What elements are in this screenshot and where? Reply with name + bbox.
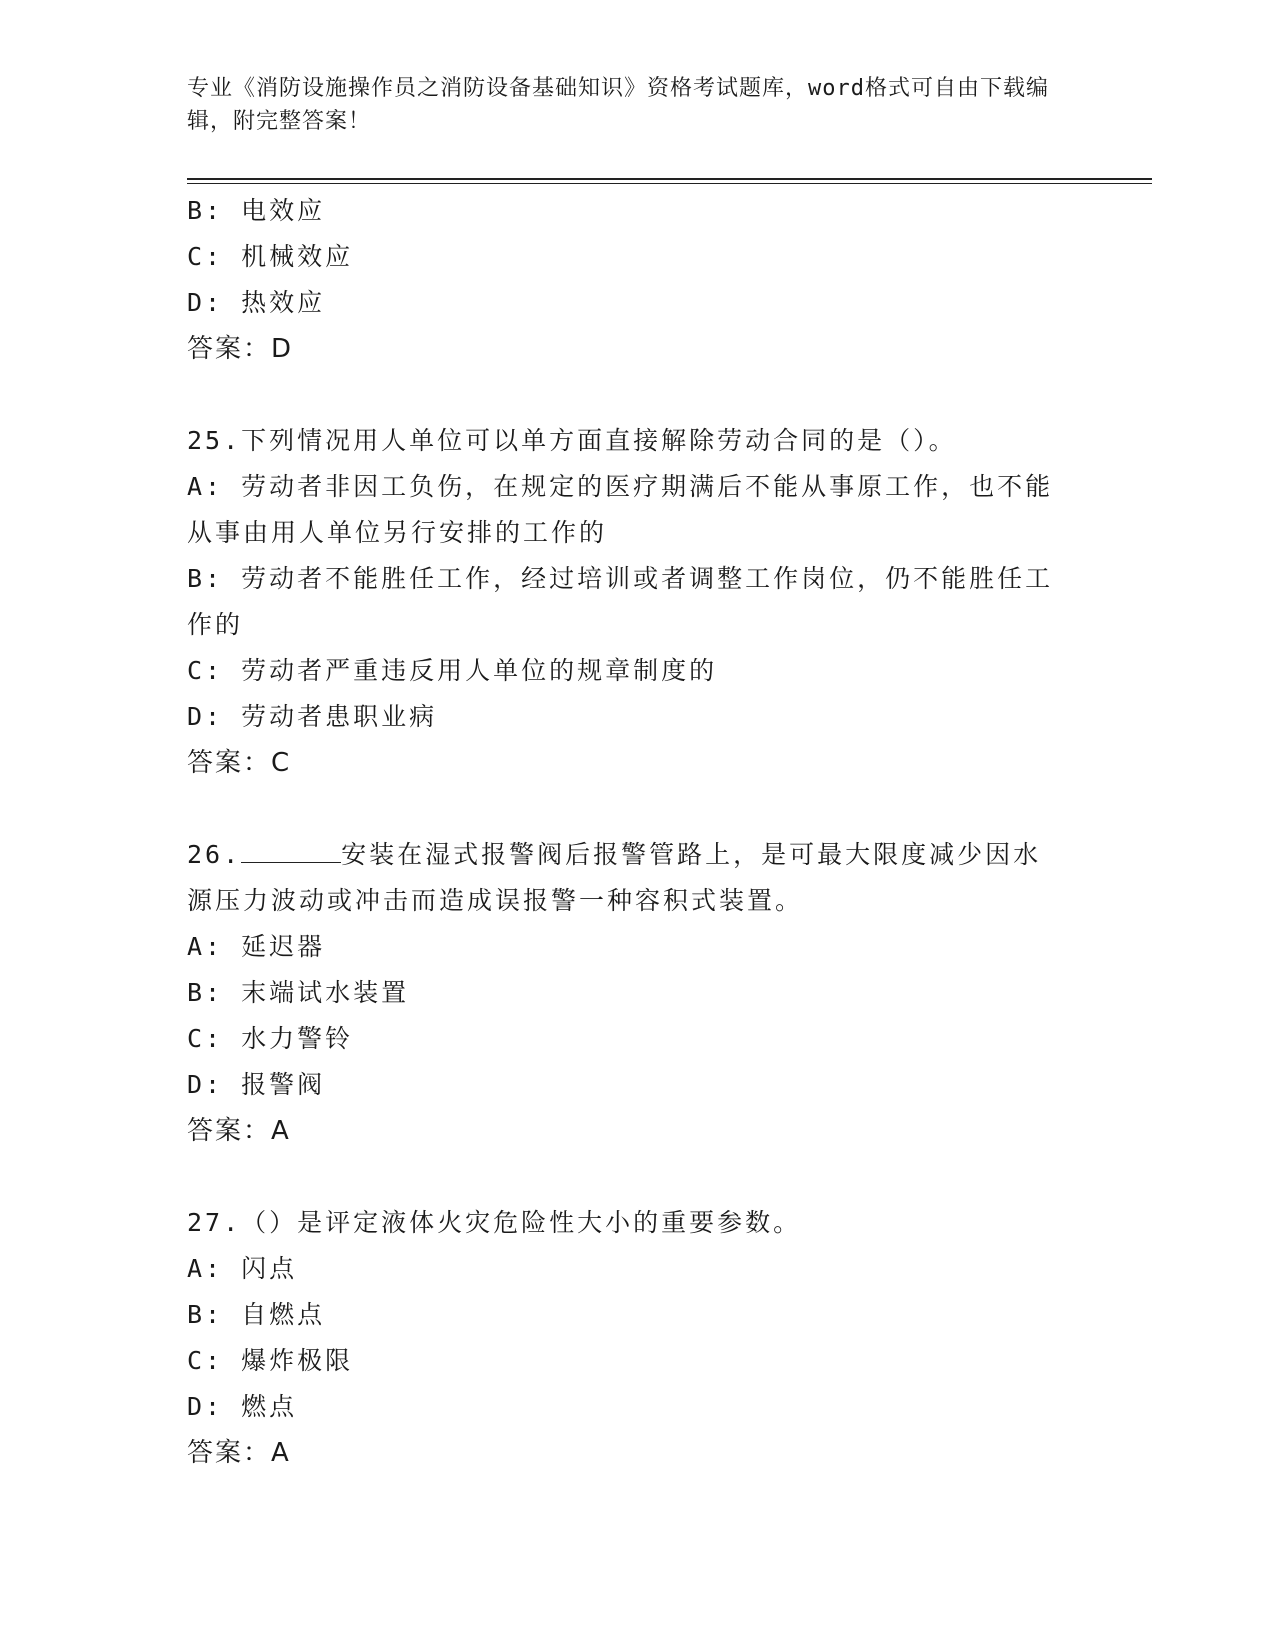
- option-d: D: 燃点: [187, 1392, 298, 1421]
- question-stem-line-2: 源压力波动或冲击而造成误报警一种容积式装置。: [187, 886, 804, 915]
- option-b-line-2: 作的: [187, 610, 244, 639]
- option-b: B: 末端试水装置: [187, 978, 410, 1007]
- answer: 答案：A: [187, 1116, 291, 1146]
- answer: 答案：C: [187, 748, 292, 778]
- question-26: [187, 832, 1077, 1154]
- answer: 答案：D: [187, 334, 294, 364]
- spacer: [187, 786, 1077, 832]
- question-25: [187, 418, 1077, 786]
- option-a: A: 延迟器: [187, 932, 326, 961]
- option-a: A: 闪点: [187, 1254, 298, 1283]
- spacer: [187, 1154, 1077, 1200]
- option-d: D: 劳动者患职业病: [187, 702, 438, 731]
- question-stem-line-1: [187, 832, 1077, 878]
- question-27: [187, 1200, 1077, 1476]
- option-c: C: 机械效应: [187, 242, 354, 271]
- option-b-line-1: B: 劳动者不能胜任工作，经过培训或者调整工作岗位，仍不能胜任工: [187, 564, 1054, 593]
- option-d: D: 热效应: [187, 288, 326, 317]
- option-c: C: 爆炸极限: [187, 1346, 354, 1375]
- question-stem: 27.（）是评定液体火灾危险性大小的重要参数。: [187, 1208, 802, 1237]
- option-b: B: 自燃点: [187, 1300, 326, 1329]
- question-number: 26.: [187, 840, 242, 869]
- question-24-continued: [187, 188, 1077, 372]
- option-c: C: 水力警铃: [187, 1024, 354, 1053]
- header-rule-thick: [187, 178, 1152, 180]
- header-rule-thin: [187, 183, 1152, 184]
- option-d: D: 报警阀: [187, 1070, 326, 1099]
- option-c: C: 劳动者严重违反用人单位的规章制度的: [187, 656, 718, 685]
- option-a-line-1: A: 劳动者非因工负伤，在规定的医疗期满后不能从事原工作，也不能: [187, 472, 1054, 501]
- question-list: [187, 188, 1077, 1476]
- spacer: [187, 372, 1077, 418]
- fill-in-blank: [241, 842, 341, 863]
- question-stem: 25.下列情况用人单位可以单方面直接解除劳动合同的是（）。: [187, 426, 957, 455]
- option-a-line-2: 从事由用人单位另行安排的工作的: [187, 518, 608, 547]
- document-header: 专业《消防设施操作员之消防设备基础知识》资格考试题库，word格式可自由下载编辑，附完整答案！: [187, 76, 1049, 134]
- question-stem-text: 安装在湿式报警阀后报警管路上，是可最大限度减少因水: [341, 840, 1042, 869]
- answer: 答案：A: [187, 1438, 291, 1468]
- option-b: B: 电效应: [187, 196, 326, 225]
